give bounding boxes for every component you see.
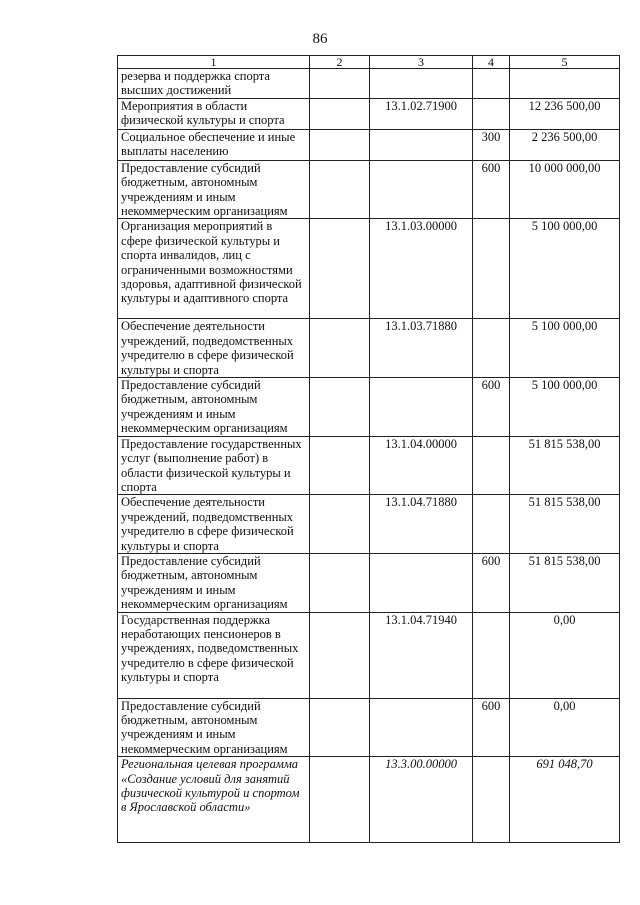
row-amount-cell: 691 048,70 <box>510 757 620 843</box>
row-amount-cell: 5 100 000,00 <box>510 378 620 437</box>
row-col2-cell <box>310 553 370 612</box>
row-amount-cell <box>510 69 620 99</box>
row-name-cell: Мероприятия в области физической культуры и спорта <box>118 98 310 129</box>
column-header: 3 <box>370 56 473 69</box>
budget-table <box>117 55 620 843</box>
row-amount-cell: 0,00 <box>510 612 620 698</box>
row-col2-cell <box>310 69 370 99</box>
row-code-cell <box>370 378 473 437</box>
column-header: 1 <box>118 56 310 69</box>
row-amount-cell: 2 236 500,00 <box>510 129 620 160</box>
column-header: 2 <box>310 56 370 69</box>
row-col2-cell <box>310 495 370 554</box>
row-col2-cell <box>310 219 370 319</box>
row-kvr-cell: 600 <box>473 378 510 437</box>
row-name-cell: резерва и поддержка спорта высших достижений <box>118 69 310 99</box>
row-code-cell: 13.1.03.00000 <box>370 219 473 319</box>
table-row <box>118 757 620 843</box>
table-row <box>118 436 620 495</box>
row-kvr-cell: 600 <box>473 160 510 219</box>
row-code-cell: 13.1.04.71880 <box>370 495 473 554</box>
row-code-cell: 13.3.00.00000 <box>370 757 473 843</box>
row-amount-cell: 12 236 500,00 <box>510 98 620 129</box>
row-amount-cell: 5 100 000,00 <box>510 219 620 319</box>
row-col2-cell <box>310 160 370 219</box>
row-col2-cell <box>310 129 370 160</box>
row-kvr-cell <box>473 757 510 843</box>
table-row <box>118 69 620 99</box>
row-name-cell: Предоставление субсидий бюджетным, автономным учреждениям и иным некоммерческим организациям <box>118 160 310 219</box>
row-name-cell: Организация мероприятий в сфере физической культуры и спорта инвалидов, лиц с ограниченными возможностями здоровья, адаптивной физической культуры и адаптивного спорта <box>118 219 310 319</box>
row-code-cell: 13.1.03.71880 <box>370 319 473 378</box>
row-kvr-cell <box>473 319 510 378</box>
row-col2-cell <box>310 378 370 437</box>
row-code-cell <box>370 160 473 219</box>
row-name-cell: Предоставление государственных услуг (выполнение работ) в области физической культуры и спорта <box>118 436 310 495</box>
row-name-cell: Обеспечение деятельности учреждений, подведомственных учредителю в сфере физической культуры и спорта <box>118 495 310 554</box>
row-col2-cell <box>310 98 370 129</box>
row-col2-cell <box>310 757 370 843</box>
row-name-cell: Предоставление субсидий бюджетным, автономным учреждениям и иным некоммерческим организациям <box>118 553 310 612</box>
row-col2-cell <box>310 612 370 698</box>
table-row <box>118 378 620 437</box>
table-row <box>118 129 620 160</box>
row-kvr-cell: 600 <box>473 698 510 757</box>
row-code-cell <box>370 69 473 99</box>
table-row <box>118 698 620 757</box>
row-kvr-cell: 300 <box>473 129 510 160</box>
row-col2-cell <box>310 698 370 757</box>
page-number: 86 <box>312 31 328 47</box>
table-row <box>118 553 620 612</box>
table-row <box>118 495 620 554</box>
row-code-cell <box>370 553 473 612</box>
column-header: 5 <box>510 56 620 69</box>
row-kvr-cell <box>473 495 510 554</box>
row-kvr-cell <box>473 612 510 698</box>
row-kvr-cell: 600 <box>473 553 510 612</box>
row-name-cell: Социальное обеспечение и иные выплаты населению <box>118 129 310 160</box>
column-header: 4 <box>473 56 510 69</box>
row-name-cell: Предоставление субсидий бюджетным, автономным учреждениям и иным некоммерческим организациям <box>118 378 310 437</box>
row-name-cell: Предоставление субсидий бюджетным, автономным учреждениям и иным некоммерческим организациям <box>118 698 310 757</box>
row-code-cell: 13.1.04.00000 <box>370 436 473 495</box>
row-amount-cell: 5 100 000,00 <box>510 319 620 378</box>
row-amount-cell: 0,00 <box>510 698 620 757</box>
row-col2-cell <box>310 436 370 495</box>
row-name-cell: Обеспечение деятельности учреждений, подведомственных учредителю в сфере физической культуры и спорта <box>118 319 310 378</box>
table-row <box>118 219 620 319</box>
row-code-cell <box>370 698 473 757</box>
row-code-cell: 13.1.02.71900 <box>370 98 473 129</box>
row-code-cell <box>370 129 473 160</box>
row-amount-cell: 10 000 000,00 <box>510 160 620 219</box>
table-header-row <box>118 56 620 69</box>
row-amount-cell: 51 815 538,00 <box>510 495 620 554</box>
table-row <box>118 160 620 219</box>
table-body <box>118 69 620 843</box>
row-kvr-cell <box>473 219 510 319</box>
row-name-cell: Государственная поддержка неработающих пенсионеров в учреждениях, подведомственных учредителю в сфере физической культуры и спорта <box>118 612 310 698</box>
row-amount-cell: 51 815 538,00 <box>510 436 620 495</box>
row-amount-cell: 51 815 538,00 <box>510 553 620 612</box>
row-kvr-cell <box>473 436 510 495</box>
row-name-cell: Региональная целевая программа «Создание условий для занятий физической культурой и спортом в Ярославской области» <box>118 757 310 843</box>
row-col2-cell <box>310 319 370 378</box>
table-row <box>118 319 620 378</box>
row-kvr-cell <box>473 98 510 129</box>
table-row <box>118 612 620 698</box>
row-code-cell: 13.1.04.71940 <box>370 612 473 698</box>
table-row <box>118 98 620 129</box>
row-kvr-cell <box>473 69 510 99</box>
